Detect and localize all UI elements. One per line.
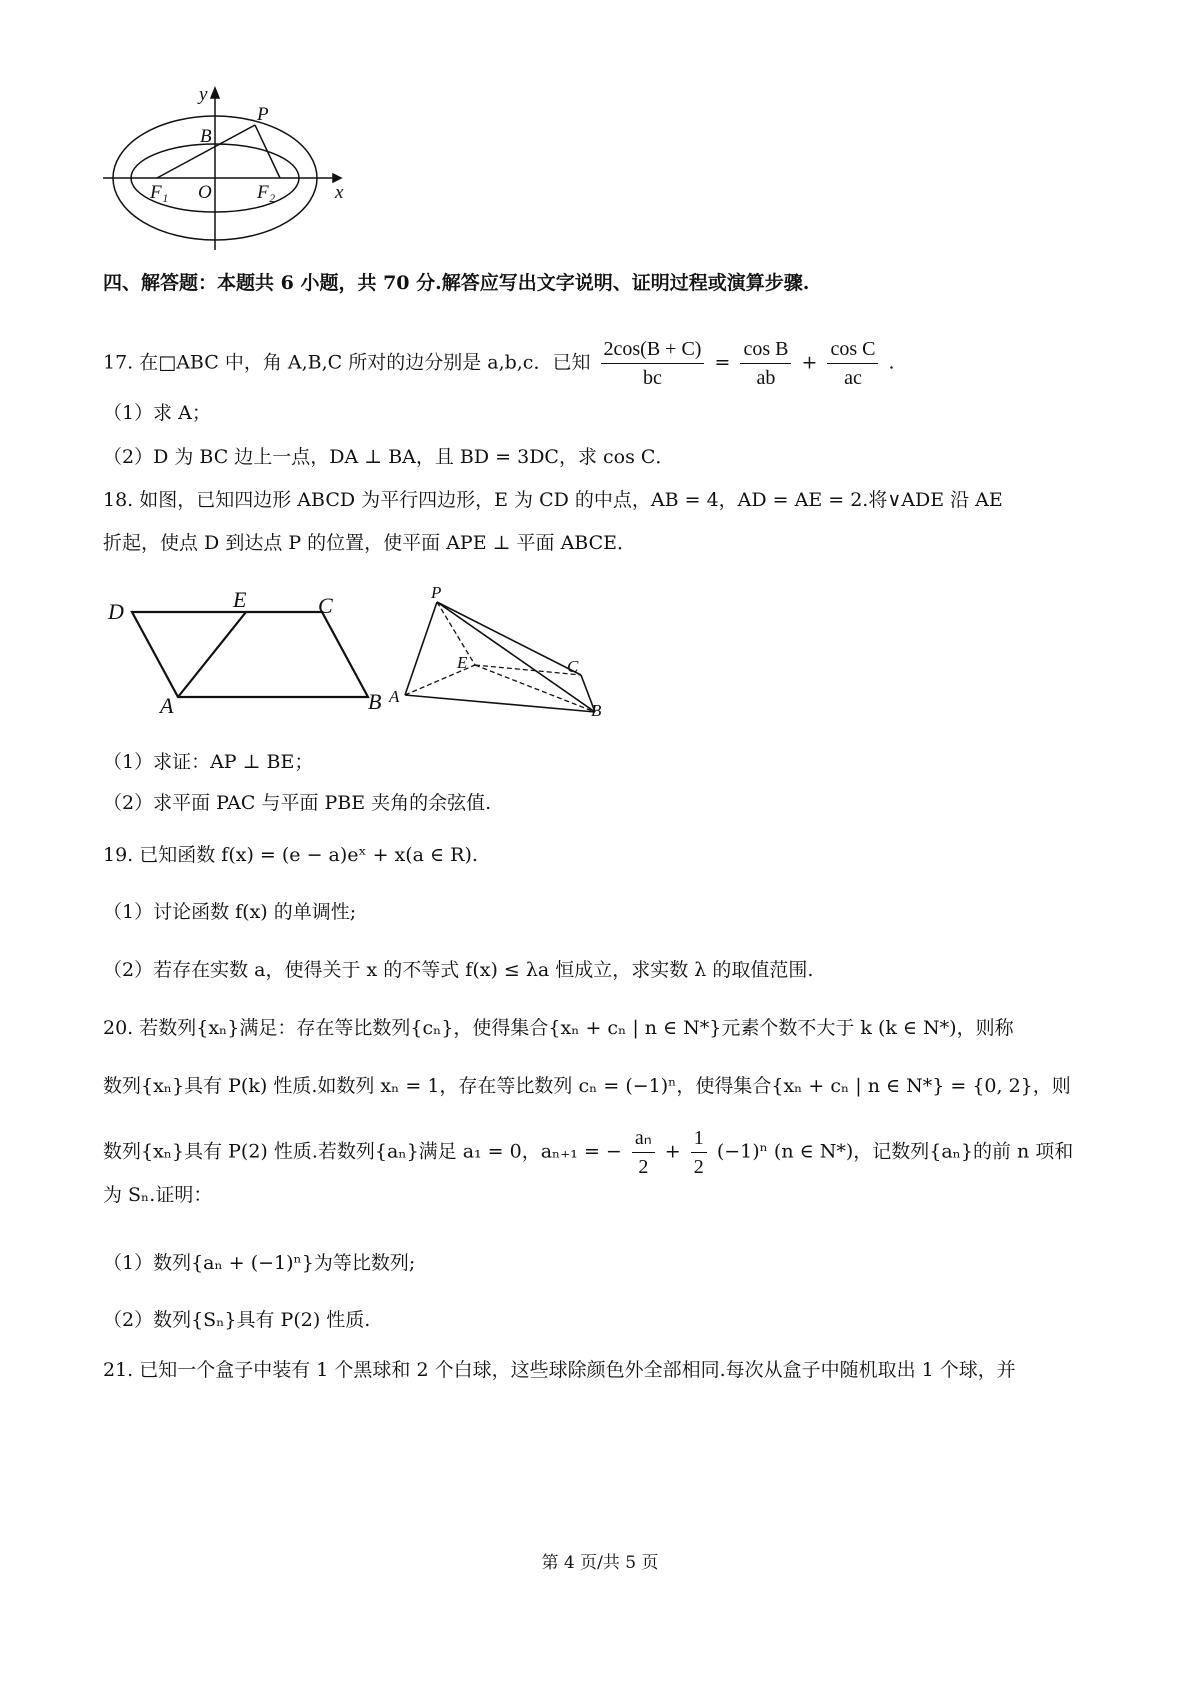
q20-line2: 数列{xₙ}具有 P(k) 性质.如数列 xₙ = 1，存在等比数列 cₙ = (−1)ⁿ，使得集合{xₙ + cₙ | n ∈ N*} = {0, 2}，则	[103, 1075, 1071, 1097]
q20-line4: 为 Sₙ.证明：	[103, 1184, 213, 1206]
q17-part1: （1）求 A；	[103, 402, 211, 424]
fraction-2: $\frac{\text{cos B}}{ab}$	[740, 335, 791, 392]
fraction-an-2: $\frac{\text{aₙ}}{2}$	[632, 1124, 655, 1181]
ellipse-figure	[95, 80, 345, 255]
q20-line3	[103, 1124, 1073, 1181]
q20-line1: 20. 若数列{xₙ}满足：存在等比数列{cₙ}，使得集合{xₙ + cₙ | n ∈ N*}元素个数不大于 k (k ∈ N*)，则称	[103, 1017, 1014, 1039]
equals: =	[714, 351, 731, 374]
q19-part2: （2）若存在实数 a，使得关于 x 的不等式 f(x) ≤ λa 恒成立，求实数 λ 的取值范围.	[103, 959, 814, 981]
label-D: D	[108, 599, 124, 624]
q19-part1: （1）讨论函数 f(x) 的单调性;	[103, 901, 357, 923]
period: .	[888, 351, 895, 374]
label-F1: F₁	[150, 182, 169, 203]
label-B: B	[200, 126, 212, 147]
page-footer: 第 4 页/共 5 页	[541, 1553, 659, 1573]
q20-line3-a: 数列{xₙ}具有 P(2) 性质.若数列{aₙ}满足 a₁ = 0，aₙ₊₁ = −	[103, 1140, 622, 1163]
label-B: B	[368, 689, 382, 714]
q17-stem	[103, 335, 895, 392]
q19-stem: 19. 已知函数 f(x) = (e − a)eˣ + x(a ∈ R).	[103, 844, 478, 866]
fraction-1-2: $\frac{1}{2}$	[691, 1124, 707, 1181]
q20-part2: （2）数列{Sₙ}具有 P(2) 性质.	[103, 1309, 371, 1331]
q17-text: 17. 在□ABC 中，角 A,B,C 所对的边分别是 a,b,c．已知	[103, 351, 591, 374]
label-E: E	[233, 587, 247, 612]
q20-part1: （1）数列{aₙ + (−1)ⁿ}为等比数列;	[103, 1252, 416, 1274]
pyramid-figure	[385, 580, 625, 720]
fraction-3: $\frac{\text{cos C}}{ac}$	[827, 335, 878, 392]
label-A: A	[389, 687, 400, 706]
q18-part1: （1）求证：AP ⊥ BE；	[103, 751, 314, 773]
q17-part2: （2）D 为 BC 边上一点，DA ⊥ BA，且 BD = 3DC，求 cos C．	[103, 446, 675, 468]
label-C: C	[567, 657, 579, 676]
q21-line1: 21. 已知一个盒子中装有 1 个黑球和 2 个白球，这些球除颜色外全部相同.每次从盒子中随机取出 1 个球，并	[103, 1359, 1016, 1381]
label-C: C	[318, 593, 333, 618]
label-F2: F₂	[257, 182, 276, 203]
label-E: E	[457, 653, 468, 672]
q20-line3-b: (−1)ⁿ (n ∈ N*)，记数列{aₙ}的前 n 项和	[716, 1140, 1074, 1163]
label-P: P	[431, 583, 442, 602]
label-P: P	[257, 104, 269, 125]
q18-part2: （2）求平面 PAC 与平面 PBE 夹角的余弦值.	[103, 792, 492, 814]
q18-line1: 18. 如图，已知四边形 ABCD 为平行四边形，E 为 CD 的中点，AB = 4，AD = AE = 2.将∨ADE 沿 AE	[103, 489, 1003, 511]
q18-line2: 折起，使点 D 到达点 P 的位置，使平面 APE ⊥ 平面 ABCE．	[103, 532, 637, 554]
label-y: y	[199, 84, 208, 105]
fraction-1: $\frac{2\cos(B + C)}{bc}$	[601, 335, 705, 392]
plus: +	[801, 351, 818, 374]
parallelogram-figure	[100, 585, 400, 715]
label-B: B	[591, 701, 602, 720]
label-O: O	[198, 182, 212, 203]
label-x: x	[335, 182, 344, 203]
plus: +	[664, 1140, 681, 1163]
section-heading: 四、解答题：本题共 6 小题，共 70 分.解答应写出文字说明、证明过程或演算步骤.	[103, 272, 810, 294]
label-A: A	[160, 693, 174, 715]
